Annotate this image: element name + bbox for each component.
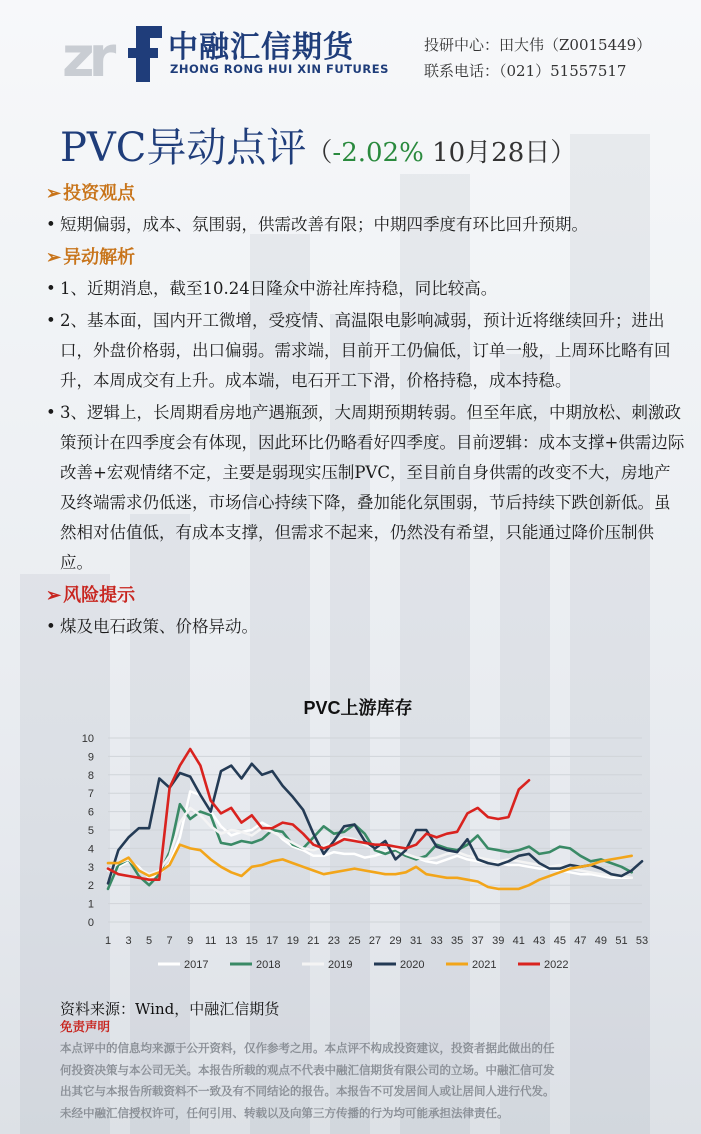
y-tick-label: 9 [87,751,94,764]
disclaimer-line: 出其它与本报告所载资料不一致及有不同结论的报告。本报告不可发居间人或让居间人进行代发。 [60,1084,555,1098]
x-tick-label: 37 [471,935,484,947]
y-tick-label: 4 [87,843,94,856]
x-tick-label: 9 [187,935,194,947]
company-name-en: ZHONG RONG HUI XIN FUTURES [170,62,389,76]
arrow-icon: ➢ [46,247,62,268]
chart-title: PVC上游库存 [303,698,413,718]
inventory-chart [58,690,658,990]
x-tick-label: 3 [125,935,132,947]
x-tick-label: 53 [635,935,649,947]
analyst-line: 投研中心：田大伟（Z0015449） [424,36,652,54]
legend-label: 2020 [400,959,425,971]
x-tick-label: 33 [430,935,443,947]
x-tick-label: 41 [512,935,525,947]
y-tick-label: 2 [87,880,94,893]
title-open-paren: （ [306,138,333,168]
analysis-list [46,274,686,578]
disclaimer-line: 何投资决策与本公司无关。本报告所载的观点不代表中融汇信期货有限公司的立场。中融汇信可发 [60,1062,555,1077]
disclaimer-body [60,1038,672,1124]
title-close-paren: ） [550,138,577,168]
company-logo-mark [62,16,162,84]
section-risk [46,580,686,612]
report-title [60,116,576,173]
y-tick-label: 8 [87,769,94,782]
x-tick-label: 31 [409,935,423,947]
x-tick-label: 27 [368,935,382,947]
report-header [0,0,701,100]
x-tick-label: 25 [348,935,361,947]
y-tick-label: 1 [87,898,94,911]
y-tick-label: 0 [87,917,94,929]
disclaimer-title: 免责声明 [60,1019,111,1034]
report-date: 10月28日 [423,138,551,168]
report-body [46,178,686,644]
investment-view-list [46,210,686,240]
x-tick-label: 11 [204,935,217,947]
disclaimer-line: 本点评中的信息均来源于公开资料，仅作参考之用。本点评不构成投资建议，投资者据此做出的任 [60,1041,555,1055]
section-label: 风险提示 [63,585,136,606]
x-tick-label: 5 [146,935,153,947]
risk-list [46,612,686,642]
legend-label: 2022 [544,959,569,971]
price-change: -2.02% [332,138,424,168]
bullet-item: • 短期偏弱，成本、氛围弱，供需改善有限；中期四季度有环比回升预期。 [46,210,686,240]
x-tick-label: 17 [266,935,279,947]
bullet-item: • 2、基本面，国内开工微增，受疫情、高温限电影响减弱，预计近将继续回升；进出口，外盘价格弱，出口偏弱。需求端，目前开工仍偏低，订单一般，上周环比略有回升，本周成交有上升。成本端，电石开工下滑，价格持稳，成本持稳。 [46,306,686,396]
bullet-item: • 1、近期消息，截至10.24日隆众中游社库持稳，同比较高。 [46,274,686,304]
x-tick-label: 43 [533,935,546,947]
y-tick-label: 3 [87,861,94,874]
section-label: 异动解析 [63,247,136,268]
arrow-icon: ➢ [46,183,62,204]
phone-line: 联系电话：（021）51557517 [424,62,627,80]
legend-label: 2018 [256,959,281,971]
legend-label: 2019 [328,959,353,971]
bullet-item: • 3、逻辑上，长周期看房地产遇瓶颈，大周期预期转弱。但至年底，中期放松、刺激政策预计在四季度会有体现，因此环比仍略看好四季度。目前逻辑：成本支撑+供需边际改善+宏观情绪不定，主要是弱现实压制PVC，至目前自身供需的改变不大，房地产及终端需求仍低迷，市场信心持续下降，叠加能化氛围弱，节后持续下跌创新低。虽然相对估值低，有成本支撑，但需求不起来，仍然没有希望，只能通过降价压制供应。 [46,398,686,578]
legend-label: 2017 [184,959,209,971]
legend-label: 2021 [472,959,497,971]
x-tick-label: 29 [389,935,402,947]
y-tick-label: 5 [87,825,94,837]
x-tick-label: 39 [492,935,505,947]
x-tick-label: 51 [615,935,628,947]
svg-text:zr: zr [62,25,111,84]
x-tick-label: 15 [245,935,258,947]
x-tick-label: 45 [553,935,566,947]
x-tick-label: 47 [574,935,587,947]
section-label: 投资观点 [63,183,136,204]
bullet-item: • 煤及电石政策、价格异动。 [46,612,686,642]
x-tick-label: 21 [307,935,320,947]
y-tick-label: 7 [87,788,94,801]
x-tick-label: 19 [286,935,299,947]
x-tick-label: 1 [104,935,112,947]
section-analysis [46,242,686,274]
section-investment-view [46,178,686,210]
title-main: PVC异动点评 [60,125,307,171]
contact-info [424,32,651,84]
data-source: 资料来源：Wind，中融汇信期货 [60,1000,280,1018]
arrow-icon: ➢ [46,585,62,606]
chart-canvas [58,690,658,990]
y-tick-label: 6 [87,806,94,819]
company-name-cn: 中融汇信期货 [168,30,354,65]
x-tick-label: 13 [225,935,238,947]
x-tick-label: 49 [594,935,608,947]
x-tick-label: 7 [166,935,173,947]
y-tick-label: 10 [81,733,94,745]
x-tick-label: 23 [327,935,341,947]
x-tick-label: 35 [451,935,464,947]
disclaimer-line: 未经中融汇信授权许可，任何引用、转载以及向第三方传播的行为均可能承担法律责任。 [60,1105,509,1120]
